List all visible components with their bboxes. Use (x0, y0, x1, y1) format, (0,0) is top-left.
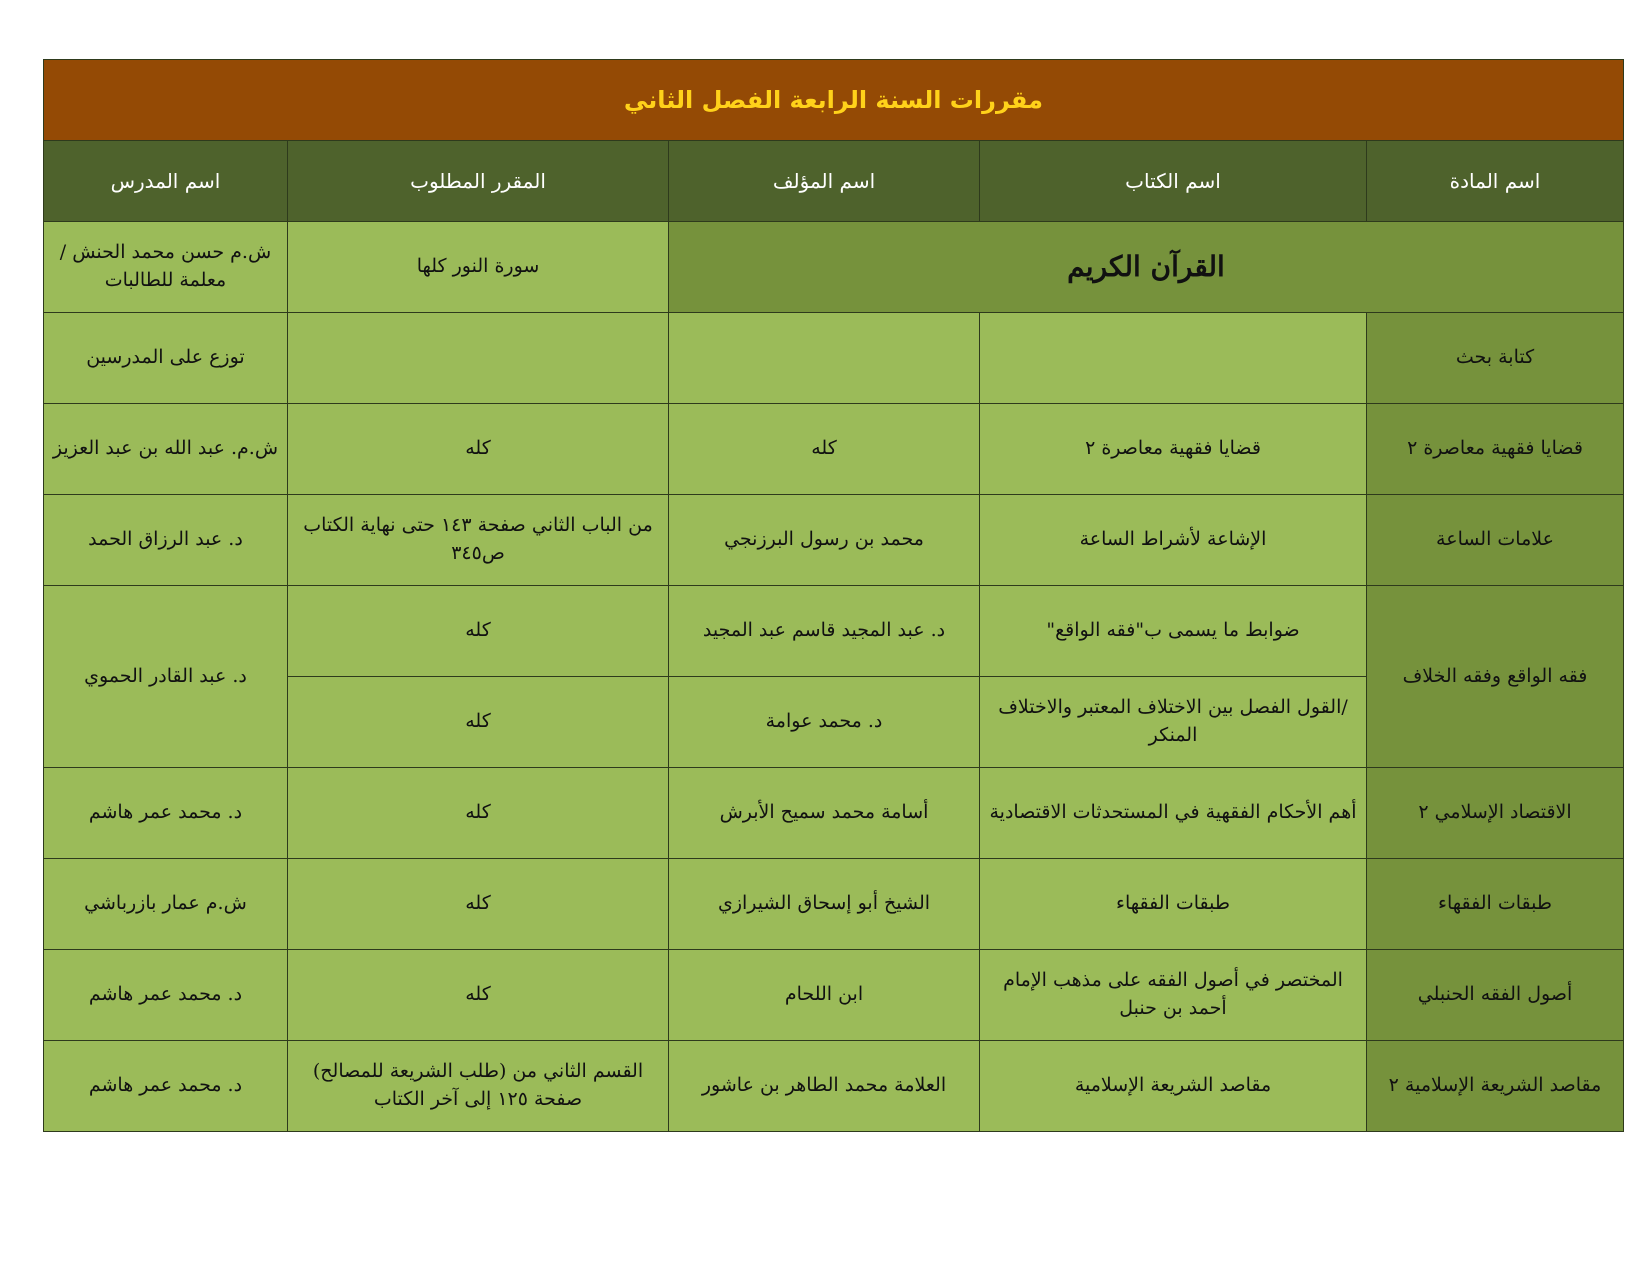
author-cell: أسامة محمد سميح الأبرش (669, 768, 980, 859)
subject-cell: مقاصد الشريعة الإسلامية ٢ (1367, 1041, 1624, 1132)
required-cell: كله (288, 859, 669, 950)
book-cell: قضايا فقهية معاصرة ٢ (980, 404, 1367, 495)
teacher-cell: توزع على المدرسين (43, 313, 287, 404)
table-title: مقررات السنة الرابعة الفصل الثاني (43, 60, 1623, 141)
subject-cell: الاقتصاد الإسلامي ٢ (1367, 768, 1624, 859)
teacher-cell: ش.م. عبد الله بن عبد العزيز (43, 404, 287, 495)
table-row (43, 495, 1623, 586)
author-cell: ابن اللحام (669, 950, 980, 1041)
required-cell: كله (288, 404, 669, 495)
book-cell: طبقات الفقهاء (980, 859, 1367, 950)
header-row (43, 141, 1623, 222)
book-cell: أهم الأحكام الفقهية في المستحدثات الاقتصادية (980, 768, 1367, 859)
required-cell: كله (288, 768, 669, 859)
book-cell: المختصر في أصول الفقه على مذهب الإمام أحمد بن حنبل (980, 950, 1367, 1041)
subject-cell: كتابة بحث (1367, 313, 1624, 404)
table-row (43, 586, 1623, 677)
book-cell: ضوابط ما يسمى ب"فقه الواقع" (980, 586, 1367, 677)
book-cell: مقاصد الشريعة الإسلامية (980, 1041, 1367, 1132)
quran-merged-cell: القرآن الكريم (669, 222, 1624, 313)
teacher-cell: د. عبد الرزاق الحمد (43, 495, 287, 586)
book-cell: الإشاعة لأشراط الساعة (980, 495, 1367, 586)
required-cell: كله (288, 586, 669, 677)
table-row (43, 768, 1623, 859)
required-cell: القسم الثاني من (طلب الشريعة للمصالح) صفحة ١٢٥ إلى آخر الكتاب (288, 1041, 669, 1132)
header-author: اسم المؤلف (669, 141, 980, 222)
subject-cell: فقه الواقع وفقه الخلاف (1367, 586, 1624, 768)
author-cell: الشيخ أبو إسحاق الشيرازي (669, 859, 980, 950)
teacher-cell: ش.م عمار بازرباشي (43, 859, 287, 950)
table-row (43, 859, 1623, 950)
book-cell: /القول الفصل بين الاختلاف المعتبر والاختلاف المنكر (980, 677, 1367, 768)
header-subject: اسم المادة (1367, 141, 1624, 222)
author-cell (669, 313, 980, 404)
book-cell (980, 313, 1367, 404)
teacher-cell: د. محمد عمر هاشم (43, 1041, 287, 1132)
header-book: اسم الكتاب (980, 141, 1367, 222)
required-cell: كله (288, 950, 669, 1041)
subject-cell: أصول الفقه الحنبلي (1367, 950, 1624, 1041)
author-cell: د. عبد المجيد قاسم عبد المجيد (669, 586, 980, 677)
table-row (43, 222, 1623, 313)
teacher-cell: د. محمد عمر هاشم (43, 950, 287, 1041)
table-row (43, 950, 1623, 1041)
author-cell: كله (669, 404, 980, 495)
author-cell: العلامة محمد الطاهر بن عاشور (669, 1041, 980, 1132)
subject-cell: علامات الساعة (1367, 495, 1624, 586)
table-row (43, 404, 1623, 495)
required-cell: سورة النور كلها (288, 222, 669, 313)
curriculum-table (43, 59, 1624, 1132)
author-cell: د. محمد عوامة (669, 677, 980, 768)
required-cell: من الباب الثاني صفحة ١٤٣ حتى نهاية الكتاب ص٣٤٥ (288, 495, 669, 586)
teacher-cell: د. محمد عمر هاشم (43, 768, 287, 859)
table-row (43, 1041, 1623, 1132)
author-cell: محمد بن رسول البرزنجي (669, 495, 980, 586)
required-cell (288, 313, 669, 404)
teacher-cell: ش.م حسن محمد الحنش / معلمة للطالبات (43, 222, 287, 313)
subject-cell: طبقات الفقهاء (1367, 859, 1624, 950)
title-row (43, 60, 1623, 141)
table-row (43, 313, 1623, 404)
subject-cell: قضايا فقهية معاصرة ٢ (1367, 404, 1624, 495)
header-teacher: اسم المدرس (43, 141, 287, 222)
required-cell: كله (288, 677, 669, 768)
teacher-cell: د. عبد القادر الحموي (43, 586, 287, 768)
curriculum-sheet (44, 59, 1624, 1109)
header-required: المقرر المطلوب (288, 141, 669, 222)
